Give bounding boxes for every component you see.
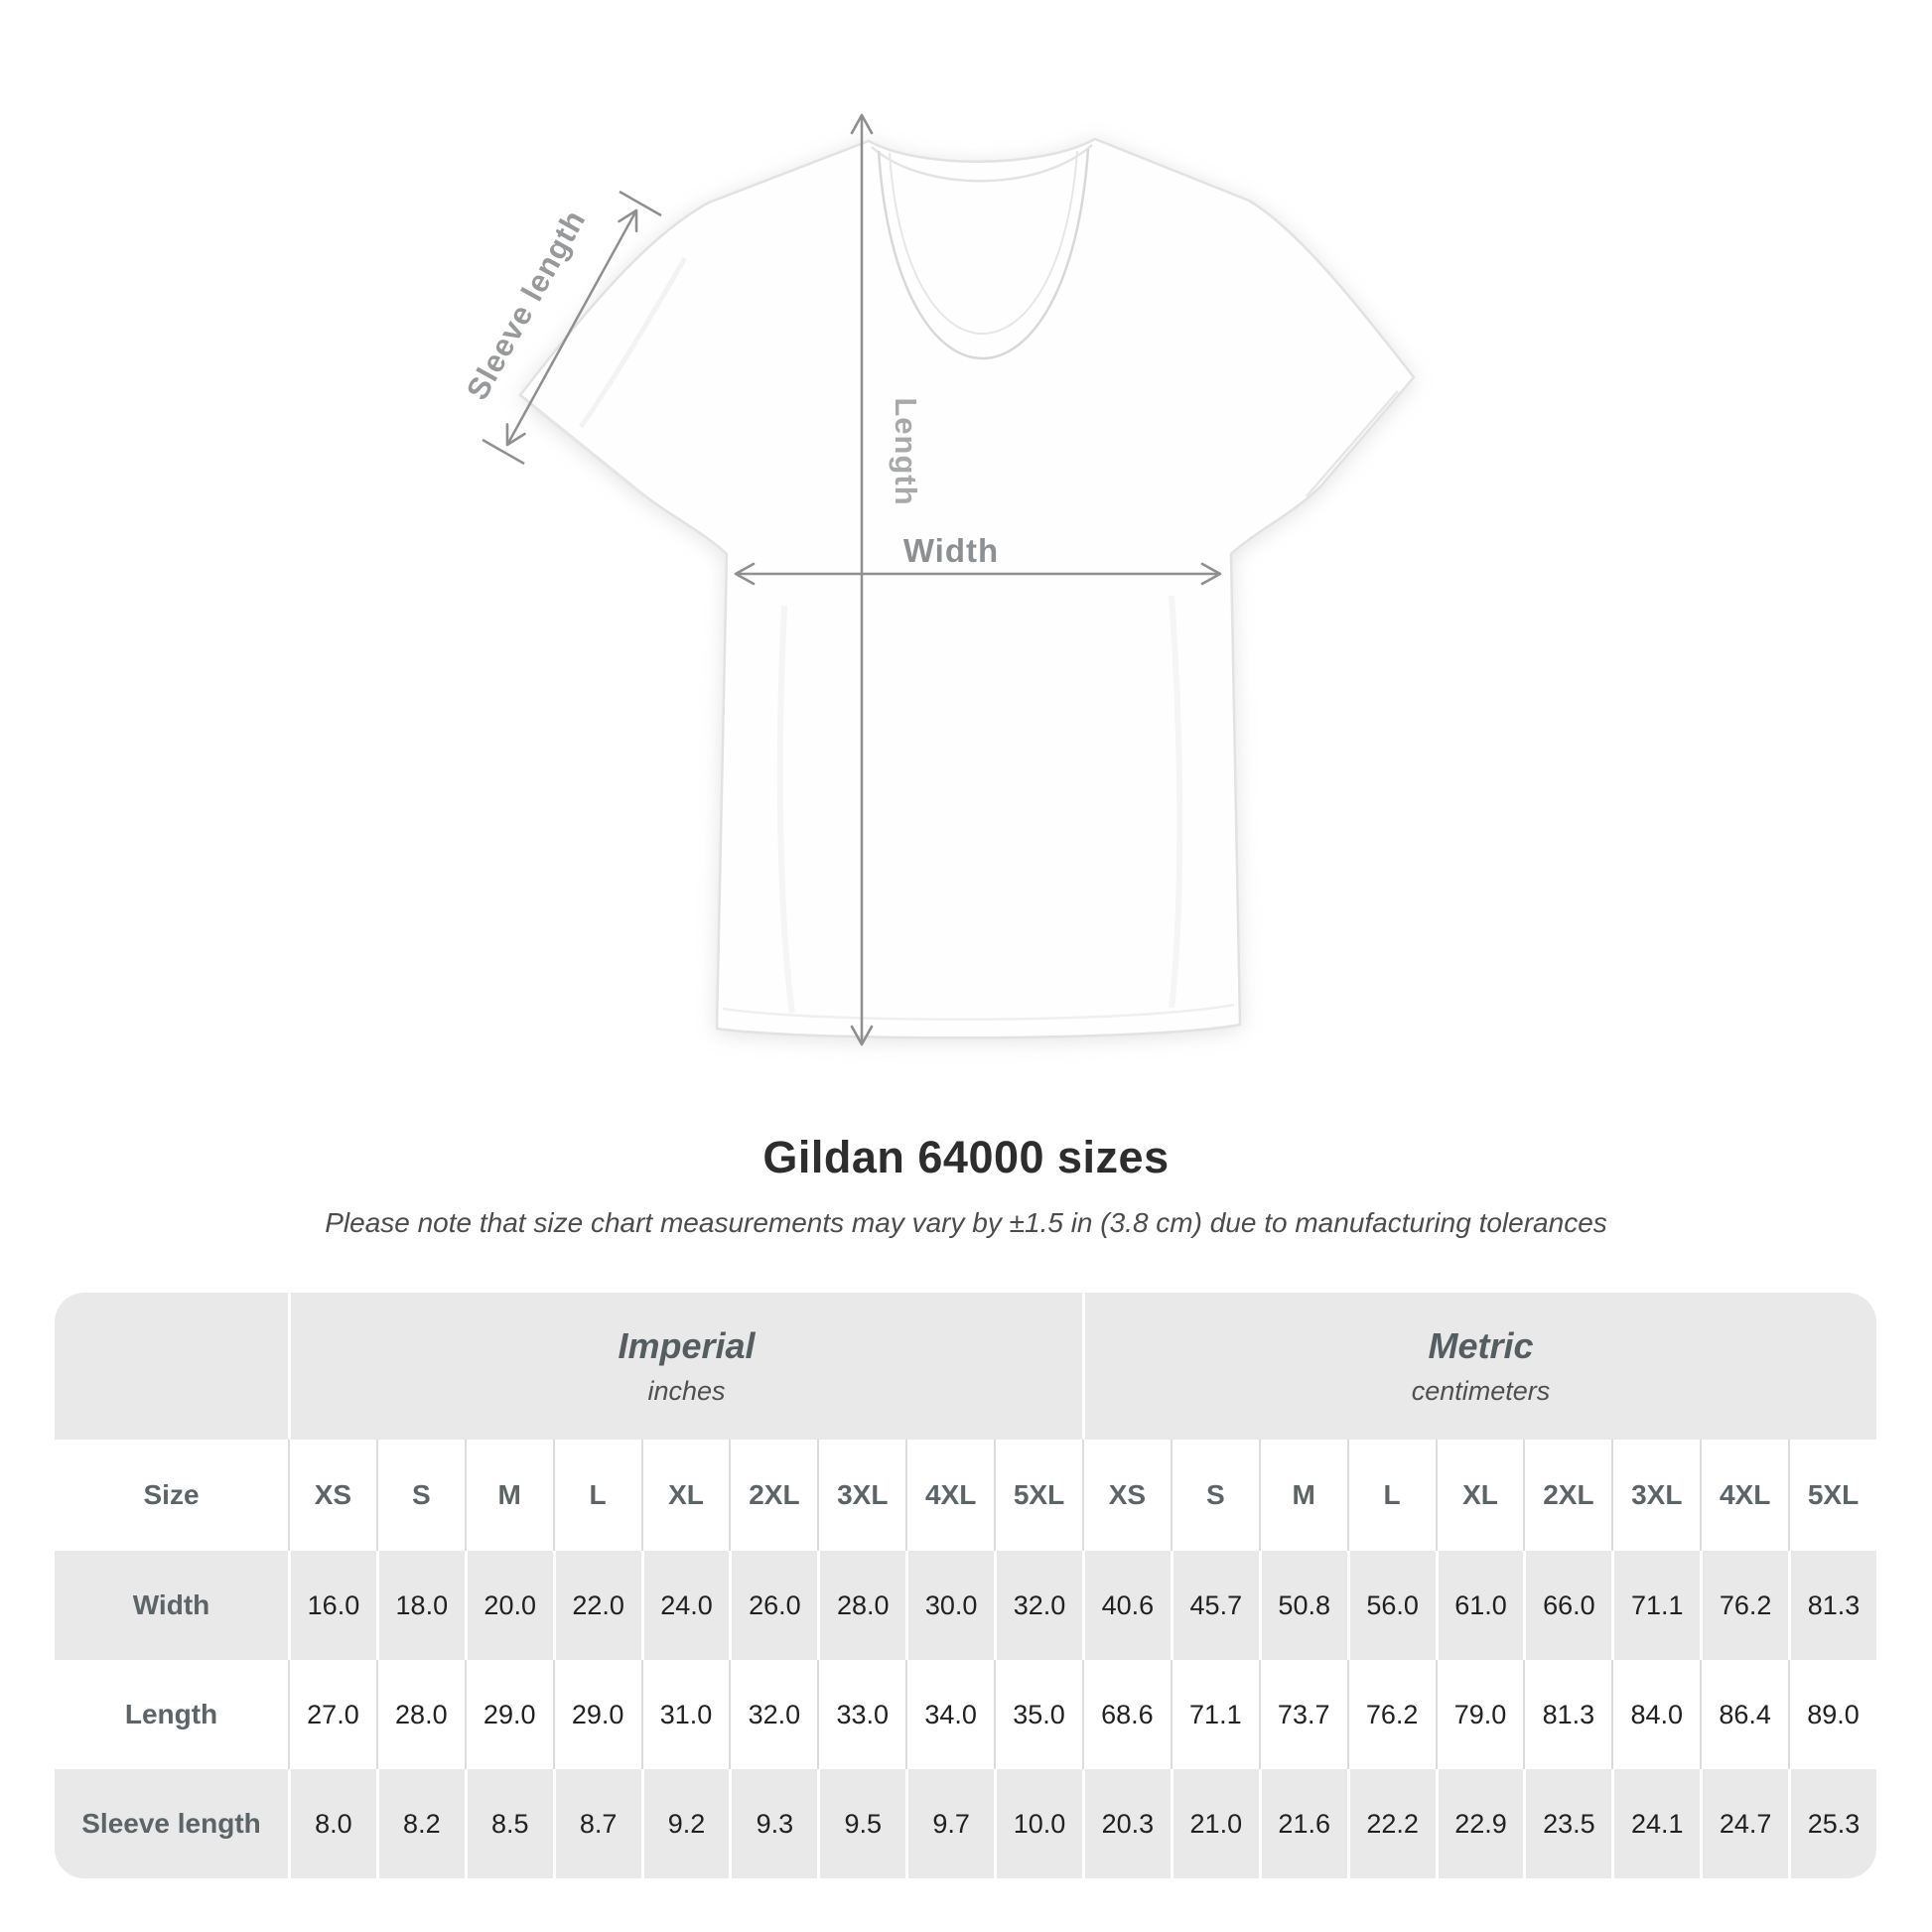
value-metric: 79.0 <box>1436 1660 1524 1769</box>
value-metric: 22.2 <box>1347 1769 1436 1878</box>
value-metric: 23.5 <box>1523 1769 1611 1878</box>
value-imperial: 8.0 <box>288 1769 376 1878</box>
size-header-imperial-xs: XS <box>288 1440 376 1551</box>
value-imperial: 9.2 <box>641 1769 730 1878</box>
unit-header-metric <box>1082 1293 1876 1440</box>
size-header-imperial-5xl: 5XL <box>994 1440 1082 1551</box>
unit-header-corner <box>55 1293 288 1440</box>
value-imperial: 30.0 <box>905 1551 994 1660</box>
value-metric: 76.2 <box>1700 1551 1788 1660</box>
size-header-metric-xs: XS <box>1082 1440 1171 1551</box>
value-imperial: 18.0 <box>376 1551 465 1660</box>
row-label: Sleeve length <box>55 1769 288 1878</box>
size-header-metric-5xl: 5XL <box>1788 1440 1876 1551</box>
size-header-metric-s: S <box>1171 1440 1259 1551</box>
table-row <box>55 1551 1876 1660</box>
unit-header-row <box>55 1293 1876 1440</box>
value-metric: 81.3 <box>1523 1660 1611 1769</box>
table-row <box>55 1660 1876 1769</box>
value-metric: 61.0 <box>1436 1551 1524 1660</box>
value-metric: 81.3 <box>1788 1551 1876 1660</box>
sleeve-arrow-end-tick <box>483 440 524 464</box>
size-header-metric-2xl: 2XL <box>1523 1440 1611 1551</box>
value-imperial: 31.0 <box>641 1660 730 1769</box>
size-header-metric-l: L <box>1347 1440 1436 1551</box>
value-imperial: 8.2 <box>376 1769 465 1878</box>
value-imperial: 9.7 <box>905 1769 994 1878</box>
tshirt-silhouette <box>520 139 1414 1037</box>
value-imperial: 32.0 <box>729 1660 817 1769</box>
size-header-metric-xl: XL <box>1436 1440 1524 1551</box>
tshirt-illustration <box>520 139 1414 1037</box>
value-imperial: 9.5 <box>817 1769 905 1878</box>
sleeve-arrow-start-tick <box>620 192 661 215</box>
imperial-unit-label: inches <box>647 1376 726 1406</box>
value-metric: 86.4 <box>1700 1660 1788 1769</box>
imperial-label: Imperial <box>618 1325 756 1366</box>
page-title: Gildan 64000 sizes <box>762 1132 1170 1182</box>
value-imperial: 24.0 <box>641 1551 730 1660</box>
sleeve-length-label: Sleeve length <box>459 204 593 406</box>
value-imperial: 16.0 <box>288 1551 376 1660</box>
value-metric: 45.7 <box>1171 1551 1259 1660</box>
value-metric: 76.2 <box>1347 1660 1436 1769</box>
size-header-imperial-3xl: 3XL <box>817 1440 905 1551</box>
length-label: Length <box>889 397 923 506</box>
value-metric: 71.1 <box>1611 1551 1700 1660</box>
row-label: Width <box>55 1551 288 1660</box>
unit-header-imperial <box>288 1293 1082 1440</box>
metric-unit-label: centimeters <box>1411 1376 1551 1406</box>
value-metric: 73.7 <box>1259 1660 1347 1769</box>
value-metric: 50.8 <box>1259 1551 1347 1660</box>
metric-label: Metric <box>1428 1325 1534 1366</box>
value-metric: 66.0 <box>1523 1551 1611 1660</box>
value-metric: 71.1 <box>1171 1660 1259 1769</box>
size-header-imperial-s: S <box>376 1440 465 1551</box>
size-header-metric-3xl: 3XL <box>1611 1440 1700 1551</box>
value-metric: 56.0 <box>1347 1551 1436 1660</box>
size-header-imperial-m: M <box>465 1440 553 1551</box>
value-metric: 21.6 <box>1259 1769 1347 1878</box>
value-metric: 89.0 <box>1788 1660 1876 1769</box>
size-column-header: Size <box>55 1440 288 1551</box>
size-table <box>55 1293 1876 1878</box>
value-imperial: 27.0 <box>288 1660 376 1769</box>
value-metric: 20.3 <box>1082 1769 1171 1878</box>
size-header-imperial-4xl: 4XL <box>905 1440 994 1551</box>
value-imperial: 10.0 <box>994 1769 1082 1878</box>
value-imperial: 28.0 <box>376 1660 465 1769</box>
value-imperial: 34.0 <box>905 1660 994 1769</box>
row-label: Length <box>55 1660 288 1769</box>
value-imperial: 26.0 <box>729 1551 817 1660</box>
table-row <box>55 1440 1876 1551</box>
size-header-imperial-2xl: 2XL <box>729 1440 817 1551</box>
page-subtitle: Please note that size chart measurements may vary by ±1.5 in (3.8 cm) due to manufacturing tolerances <box>325 1207 1607 1238</box>
value-imperial: 29.0 <box>553 1660 641 1769</box>
size-header-imperial-xl: XL <box>641 1440 730 1551</box>
value-imperial: 9.3 <box>729 1769 817 1878</box>
value-metric: 68.6 <box>1082 1660 1171 1769</box>
value-metric: 21.0 <box>1171 1769 1259 1878</box>
value-metric: 24.7 <box>1700 1769 1788 1878</box>
size-header-imperial-l: L <box>553 1440 641 1551</box>
value-imperial: 33.0 <box>817 1660 905 1769</box>
value-imperial: 8.5 <box>465 1769 553 1878</box>
value-metric: 24.1 <box>1611 1769 1700 1878</box>
value-imperial: 29.0 <box>465 1660 553 1769</box>
value-imperial: 28.0 <box>817 1551 905 1660</box>
value-metric: 25.3 <box>1788 1769 1876 1878</box>
value-imperial: 8.7 <box>553 1769 641 1878</box>
value-imperial: 35.0 <box>994 1660 1082 1769</box>
value-metric: 40.6 <box>1082 1551 1171 1660</box>
size-table-rows <box>55 1440 1876 1878</box>
value-imperial: 22.0 <box>553 1551 641 1660</box>
size-header-metric-4xl: 4XL <box>1700 1440 1788 1551</box>
table-row <box>55 1769 1876 1878</box>
value-metric: 22.9 <box>1436 1769 1524 1878</box>
width-label: Width <box>902 532 1000 569</box>
value-imperial: 20.0 <box>465 1551 553 1660</box>
value-metric: 84.0 <box>1611 1660 1700 1769</box>
value-imperial: 32.0 <box>994 1551 1082 1660</box>
size-header-metric-m: M <box>1259 1440 1347 1551</box>
